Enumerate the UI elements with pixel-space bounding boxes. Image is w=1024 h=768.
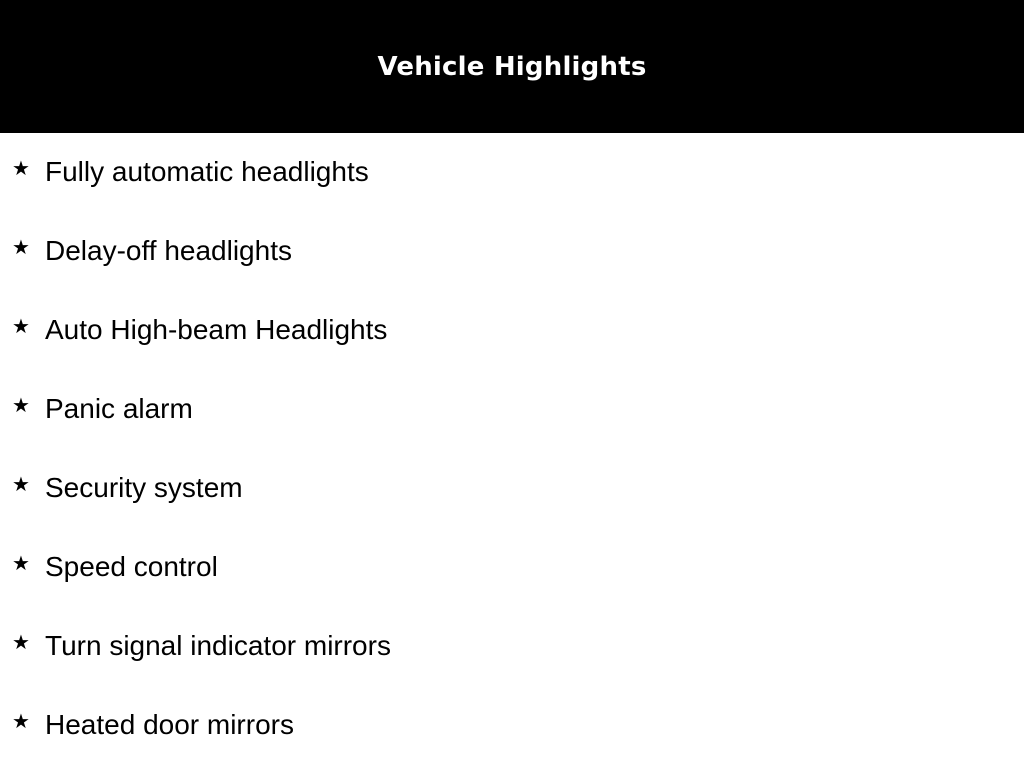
highlights-list	[0, 133, 1024, 765]
highlight-label: Security system	[45, 472, 243, 503]
highlight-label: Auto High-beam Headlights	[45, 314, 388, 345]
page-title: Vehicle Highlights	[377, 51, 647, 82]
star-icon: ★	[12, 709, 30, 733]
star-icon: ★	[12, 235, 30, 259]
header-banner	[0, 0, 1024, 133]
list-item	[0, 607, 1024, 686]
star-icon: ★	[12, 314, 30, 338]
star-icon: ★	[12, 393, 30, 417]
highlight-label: Panic alarm	[45, 393, 193, 424]
highlight-label: Fully automatic headlights	[45, 156, 369, 187]
star-icon: ★	[12, 156, 30, 180]
list-item	[0, 370, 1024, 449]
highlight-label: Delay-off headlights	[45, 235, 292, 266]
list-item	[0, 212, 1024, 291]
list-item	[0, 528, 1024, 607]
highlight-label: Turn signal indicator mirrors	[45, 630, 391, 661]
star-icon: ★	[12, 472, 30, 496]
star-icon: ★	[12, 551, 30, 575]
list-item	[0, 686, 1024, 765]
star-icon: ★	[12, 630, 30, 654]
list-item	[0, 133, 1024, 212]
list-item	[0, 449, 1024, 528]
highlight-label: Heated door mirrors	[45, 709, 294, 740]
list-item	[0, 291, 1024, 370]
highlight-label: Speed control	[45, 551, 218, 582]
